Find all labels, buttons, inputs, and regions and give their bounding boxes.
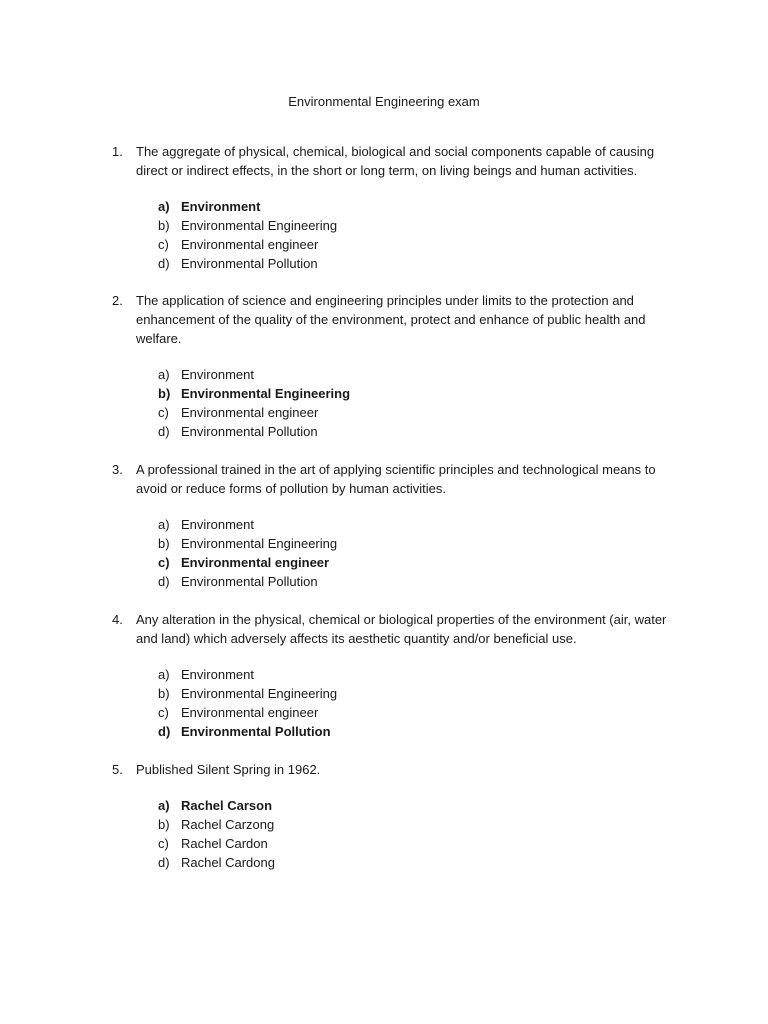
question-1 <box>112 142 672 273</box>
option-letter: d) <box>158 855 170 870</box>
question-number: 3. <box>112 462 123 477</box>
option-text: Rachel Carson <box>181 798 273 813</box>
option-b <box>158 216 672 235</box>
option-text: Environmental Engineering <box>181 536 338 551</box>
question-number: 2. <box>112 293 123 308</box>
option-letter: b) <box>158 817 170 832</box>
options-list <box>158 515 672 591</box>
option-c <box>158 403 672 422</box>
question-text: A professional trained in the art of applying scientific principles and technological means to avoid or reduce forms of pollution by human activities. <box>136 462 656 496</box>
option-b <box>158 815 672 834</box>
option-letter: c) <box>158 705 169 720</box>
option-text: Environmental Pollution <box>181 256 318 271</box>
option-a <box>158 365 672 384</box>
option-text: Environmental Pollution <box>181 574 318 589</box>
option-b <box>158 684 672 703</box>
option-b <box>158 384 672 403</box>
option-letter: b) <box>158 686 170 701</box>
option-text: Environmental Pollution <box>181 724 331 739</box>
options-list <box>158 197 672 273</box>
option-d <box>158 722 672 741</box>
option-letter: a) <box>158 798 170 813</box>
option-c <box>158 834 672 853</box>
option-a <box>158 197 672 216</box>
option-letter: b) <box>158 218 170 233</box>
option-text: Environmental Engineering <box>181 218 338 233</box>
option-a <box>158 665 672 684</box>
option-text: Environment <box>181 667 254 682</box>
option-letter: c) <box>158 555 170 570</box>
question-number: 5. <box>112 762 123 777</box>
option-letter: b) <box>158 536 170 551</box>
option-letter: d) <box>158 574 170 589</box>
option-d <box>158 572 672 591</box>
question-4 <box>112 610 672 741</box>
question-2 <box>112 291 672 441</box>
question-text: Published Silent Spring in 1962. <box>136 762 321 777</box>
options-list <box>158 796 672 872</box>
question-number: 1. <box>112 144 123 159</box>
option-letter: c) <box>158 405 169 420</box>
question-text: The application of science and engineering principles under limits to the protection and enhancement of the quality of the environment, protect and enhance of public health and welfare. <box>136 293 646 346</box>
option-letter: a) <box>158 517 170 532</box>
option-text: Rachel Cardong <box>181 855 275 870</box>
option-letter: d) <box>158 424 170 439</box>
option-letter: a) <box>158 667 170 682</box>
option-letter: d) <box>158 724 171 739</box>
question-text: The aggregate of physical, chemical, biological and social components capable of causing direct or indirect effects, in the short or long term, on living beings and human activities. <box>136 144 655 178</box>
option-letter: a) <box>158 367 170 382</box>
question-text: Any alteration in the physical, chemical or biological properties of the environment (air, water and land) which adversely affects its aesthetic quantity and/or beneficial use. <box>136 612 667 646</box>
question-5 <box>112 760 672 872</box>
option-text: Environment <box>181 517 254 532</box>
option-d <box>158 422 672 441</box>
option-letter: d) <box>158 256 170 271</box>
option-a <box>158 515 672 534</box>
option-letter: a) <box>158 199 170 214</box>
options-list <box>158 665 672 741</box>
options-list <box>158 365 672 441</box>
option-text: Rachel Carzong <box>181 817 275 832</box>
option-text: Environment <box>181 367 254 382</box>
option-letter: b) <box>158 386 171 401</box>
option-letter: c) <box>158 237 169 252</box>
option-text: Environmental Engineering <box>181 386 351 401</box>
option-text: Environment <box>181 199 261 214</box>
option-letter: c) <box>158 836 169 851</box>
option-text: Environmental Engineering <box>181 686 338 701</box>
option-c <box>158 235 672 254</box>
option-text: Environmental engineer <box>181 555 330 570</box>
option-text: Rachel Cardon <box>181 836 268 851</box>
option-text: Environmental engineer <box>181 705 319 720</box>
option-d <box>158 254 672 273</box>
option-a <box>158 796 672 815</box>
option-text: Environmental engineer <box>181 405 319 420</box>
question-number: 4. <box>112 612 123 627</box>
option-text: Environmental Pollution <box>181 424 318 439</box>
option-b <box>158 534 672 553</box>
option-c <box>158 703 672 722</box>
option-text: Environmental engineer <box>181 237 319 252</box>
option-d <box>158 853 672 872</box>
document-title: Environmental Engineering exam <box>288 94 480 109</box>
question-3 <box>112 460 672 591</box>
option-c <box>158 553 672 572</box>
